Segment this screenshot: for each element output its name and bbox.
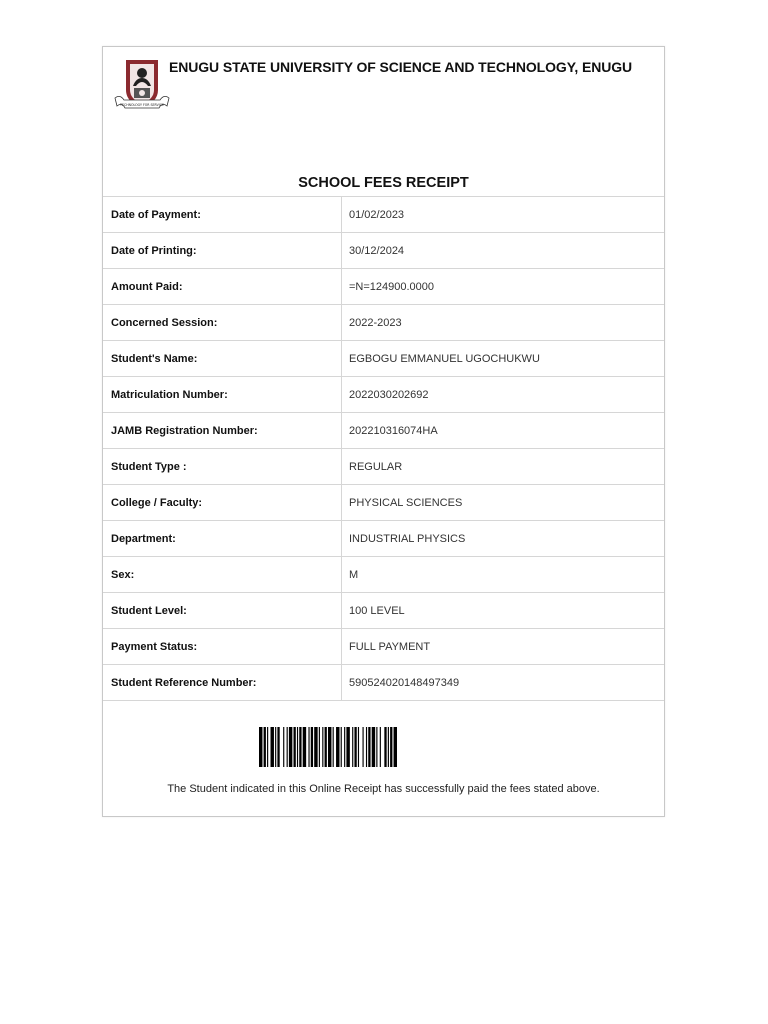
barcode-bar: [333, 727, 334, 767]
row-label: Student Type :: [103, 449, 342, 485]
barcode-bar: [346, 727, 349, 767]
receipt-header: [103, 47, 664, 196]
barcode-bar: [390, 727, 392, 767]
table-row: [103, 197, 664, 233]
fees-receipt: [102, 46, 665, 817]
barcode-bar: [372, 727, 375, 767]
barcode-bar: [388, 727, 389, 767]
barcode-bar: [308, 727, 309, 767]
barcode-bar: [380, 727, 381, 767]
barcode-bar: [336, 727, 339, 767]
row-label: Concerned Session:: [103, 305, 342, 341]
barcode-bar: [299, 727, 301, 767]
barcode-bar: [277, 727, 279, 767]
row-value: M: [342, 557, 665, 593]
barcode-bar: [303, 727, 306, 767]
barcode-bar: [314, 727, 317, 767]
row-value: REGULAR: [342, 449, 665, 485]
row-label: Matriculation Number:: [103, 377, 342, 413]
row-value: 202210316074HA: [342, 413, 665, 449]
barcode-bar: [384, 727, 386, 767]
row-label: Date of Printing:: [103, 233, 342, 269]
barcode-bar: [259, 727, 262, 767]
row-value: 2022030202692: [342, 377, 665, 413]
barcode-bar: [275, 727, 276, 767]
barcode-bar: [267, 727, 268, 767]
university-logo-icon: [112, 56, 172, 118]
barcode-bar: [341, 727, 342, 767]
barcode-bar: [271, 727, 274, 767]
row-label: Amount Paid:: [103, 269, 342, 305]
barcode-bar: [352, 727, 353, 767]
table-row: [103, 557, 664, 593]
row-value: 01/02/2023: [342, 197, 665, 233]
payment-confirmation-text: The Student indicated in this Online Receipt has successfully paid the fees stated above.: [167, 783, 600, 795]
row-value: 30/12/2024: [342, 233, 665, 269]
table-row: [103, 413, 664, 449]
barcode-bar: [294, 727, 296, 767]
barcode-bar: [376, 727, 377, 767]
barcode-bar: [311, 727, 313, 767]
barcode-bar: [322, 727, 323, 767]
university-name: ENUGU STATE UNIVERSITY OF SCIENCE AND TECHNOLOGY, ENUGU: [169, 59, 633, 75]
barcode-bar: [287, 727, 288, 767]
barcode-bar: [358, 727, 359, 767]
barcode-icon: [259, 727, 511, 767]
row-label: Department:: [103, 521, 342, 557]
row-value: =N=124900.0000: [342, 269, 665, 305]
barcode-bar: [319, 727, 320, 767]
table-row: [103, 521, 664, 557]
row-label: Date of Payment:: [103, 197, 342, 233]
table-row: [103, 665, 664, 701]
barcode-bar: [325, 727, 327, 767]
row-value: 590524020148497349: [342, 665, 665, 701]
receipt-title: SCHOOL FEES RECEIPT: [298, 175, 469, 191]
table-row: [103, 305, 664, 341]
row-value: 2022-2023: [342, 305, 665, 341]
row-label: Student's Name:: [103, 341, 342, 377]
table-row: [103, 341, 664, 377]
barcode-bar: [354, 727, 356, 767]
barcode-bar: [328, 727, 331, 767]
row-label: Student Level:: [103, 593, 342, 629]
barcode-bar: [366, 727, 367, 767]
row-label: Sex:: [103, 557, 342, 593]
table-row: [103, 629, 664, 665]
barcode-bar: [289, 727, 292, 767]
row-label: Payment Status:: [103, 629, 342, 665]
table-row: [103, 269, 664, 305]
row-label: JAMB Registration Number:: [103, 413, 342, 449]
barcode-bar: [264, 727, 266, 767]
row-value: 100 LEVEL: [342, 593, 665, 629]
barcode-bar: [394, 727, 397, 767]
barcode-bar: [344, 727, 345, 767]
barcode-bar: [283, 727, 284, 767]
table-row: [103, 449, 664, 485]
table-row: [103, 593, 664, 629]
barcode-bar: [297, 727, 298, 767]
table-row: [103, 377, 664, 413]
barcode-bar: [368, 727, 370, 767]
receipt-details-table: [103, 196, 664, 701]
row-label: College / Faculty:: [103, 485, 342, 521]
row-value: PHYSICAL SCIENCES: [342, 485, 665, 521]
row-value: EGBOGU EMMANUEL UGOCHUKWU: [342, 341, 665, 377]
row-value: FULL PAYMENT: [342, 629, 665, 665]
svg-text:TECHNOLOGY FOR SERVICE: TECHNOLOGY FOR SERVICE: [120, 103, 164, 107]
row-value: INDUSTRIAL PHYSICS: [342, 521, 665, 557]
table-row: [103, 233, 664, 269]
barcode-bar: [363, 727, 364, 767]
table-row: [103, 485, 664, 521]
row-label: Student Reference Number:: [103, 665, 342, 701]
